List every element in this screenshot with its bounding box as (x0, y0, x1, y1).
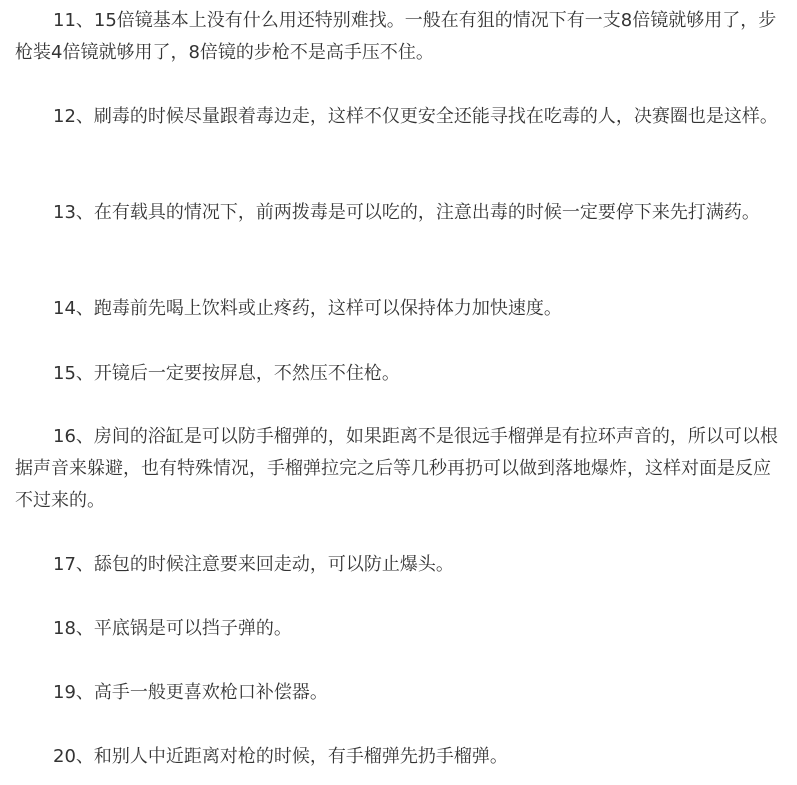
tip-paragraph-16: 16、房间的浴缸是可以防手榴弹的，如果距离不是很远手榴弹是有拉环声音的，所以可以根据声音来躲避，也有特殊情况，手榴弹拉完之后等几秒再扔可以做到落地爆炸，这样对面是反应不过来的。 (15, 426, 778, 511)
tip-paragraph-18: 18、平底锅是可以挡子弹的。 (53, 618, 292, 639)
tip-paragraph-15: 15、开镜后一定要按屏息，不然压不住枪。 (53, 363, 400, 384)
tip-paragraph-13: 13、在有载具的情况下，前两拨毒是可以吃的，注意出毒的时候一定要停下来先打满药。 (53, 202, 760, 223)
tip-paragraph-12: 12、刷毒的时候尽量跟着毒边走，这样不仅更安全还能寻找在吃毒的人，决赛圈也是这样。 (53, 106, 778, 127)
tip-paragraph-14: 14、跑毒前先喝上饮料或止疼药，这样可以保持体力加快速度。 (53, 298, 562, 319)
tip-paragraph-17: 17、舔包的时候注意要来回走动，可以防止爆头。 (53, 554, 454, 575)
tip-paragraph-19: 19、高手一般更喜欢枪口补偿器。 (53, 682, 328, 703)
tip-paragraph-20: 20、和别人中近距离对枪的时候，有手榴弹先扔手榴弹。 (53, 746, 508, 767)
tip-paragraph-11: 11、15倍镜基本上没有什么用还特别难找。一般在有狙的情况下有一支8倍镜就够用了，步枪装4倍镜就够用了，8倍镜的步枪不是高手压不住。 (15, 10, 777, 63)
